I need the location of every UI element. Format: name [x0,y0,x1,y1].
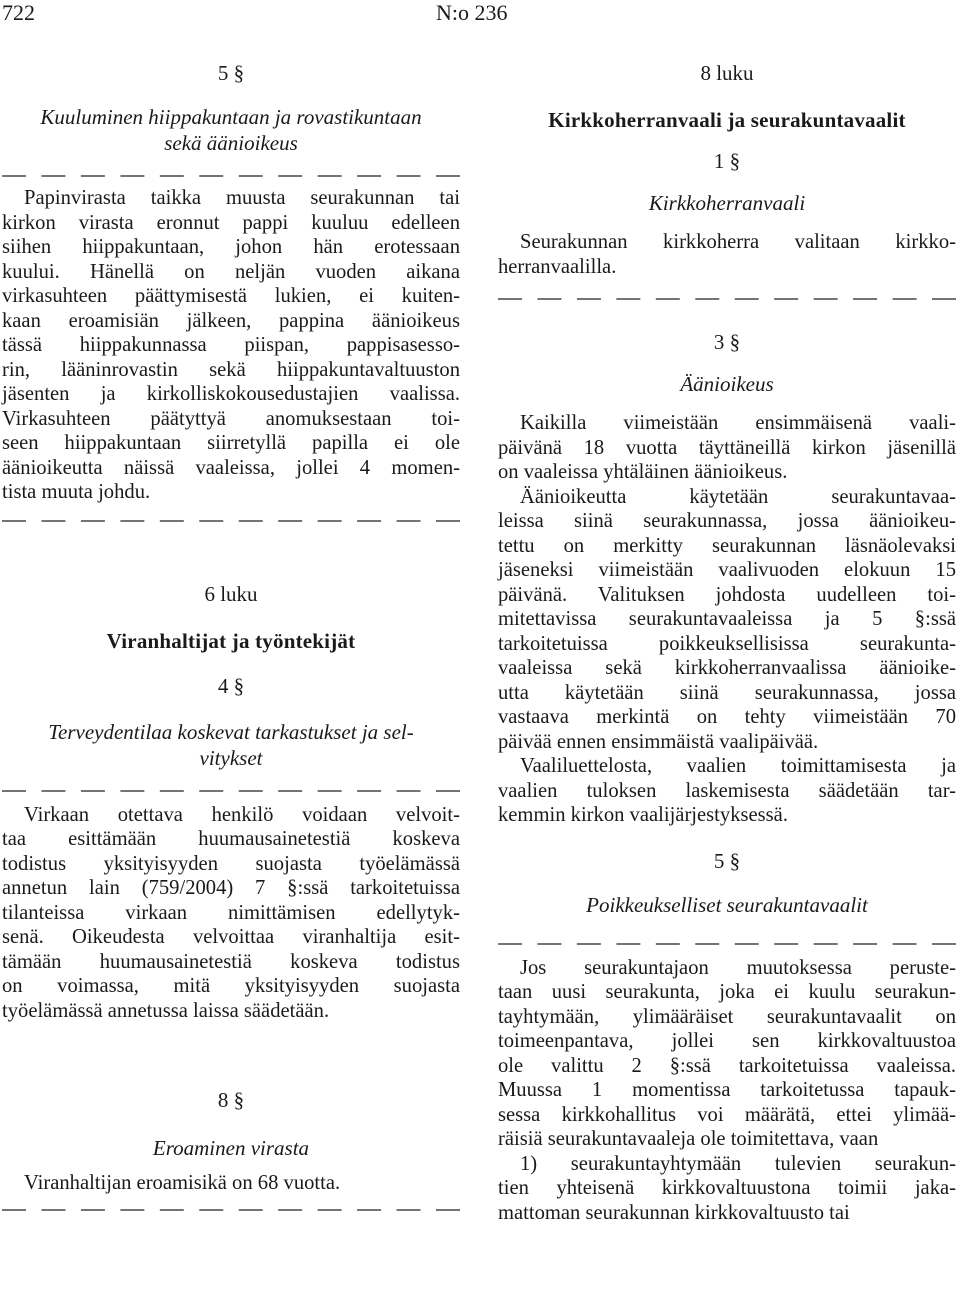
text-line: työelämässä annetussa laissa säädetään. [2,999,330,1022]
text-line: Äänioikeutta käytetään seurakuntavaa- [520,485,956,508]
section-number: 1 § [713,149,741,173]
section-number: 5 § [713,848,741,873]
paragraph [498,230,956,279]
omission-dashes [2,1196,460,1220]
section-title: Kirkkoherranvaali [648,191,806,215]
paragraph [2,803,460,1024]
text-line: utta käytetään siinä seurakunnassa, jossa [498,681,956,704]
text-line: seen hiippakuntaan siirretyllä papilla ei ole [2,432,460,454]
text-line: Virkaan otettava henkilö voidaan velvoit- [24,803,460,826]
text-line: herranvaalilla. [498,255,617,278]
text-line: mitettavissa seurakuntavaaleissa ja 5 §:ssä [498,608,956,630]
text-line: Vaaliluettelosta, vaalien toimittamisesta ja [520,755,956,777]
text-line: siihen hiippakuntaan, johon hän erotessaan [2,236,460,258]
text-line: toimeenpantava, jollei sen kirkkovaltuustoa [498,1030,956,1052]
section-number: 4 § [217,673,245,698]
text-line: tässä hiippakunnassa piispan, pappisasesso- [2,334,460,356]
text-line: päivänä 18 vuotta täyttäneillä kirkon jäsenillä [498,436,956,459]
section-title: Äänioikeus [680,372,774,396]
paragraph: Viranhaltijan eroamisikä on 68 vuotta. [24,1172,341,1194]
text-line: tien yhteisenä kirkkovaltuustona toimii jaka- [498,1177,956,1199]
text-line: leissa siinä seurakunnassa, jossa äänioikeu- [498,510,956,532]
text-line: tämään huumausainetestiä koskeva todistus [2,950,460,973]
section-title: Kuuluminen hiippakuntaan ja rovastikuntaan [40,105,422,129]
section-title: vitykset [199,745,263,770]
chapter-label: 6 luku [204,581,258,606]
text-line: Seurakunnan kirkkoherra valitaan kirkko- [520,231,956,253]
section-title: Terveydentilaa koskevat tarkastukset ja sel- [48,719,414,744]
page-number: 722 [2,0,35,25]
text-line: Papinvirasta taikka muusta seurakunnan tai [24,187,460,209]
text-line: räisiä seurakuntavaaleja ole toimitettava, vaan [498,1128,879,1150]
text-line: vastaava merkintä on tehty viimeistään 70 [498,706,956,728]
text-line: virkasuhteen päättymisestä lukien, ei kuiten- [2,285,460,307]
text-line: ole valittu 2 §:ssä tarkoitetuissa vaaleissa. [498,1054,956,1077]
text-line: on voimassa, mitä yksityisyyden suojasta [2,975,460,997]
text-line: kemmin kirkon vaalijärjestyksessä. [498,804,788,826]
text-line: jäseneksi viimeistään vaalivuoden elokuun 15 [498,559,956,581]
text-line: vaalien tuloksen laskemisesta säädetään tar- [498,779,956,802]
chapter-title: Viranhaltijat ja työntekijät [106,628,356,653]
text-line: äänioikeutta näissä vaaleissa, jollei 4 momen- [2,456,460,479]
text-line: tilanteissa virkaan nimittämisen edellytyk- [2,901,460,924]
omission-dashes [498,285,956,309]
omission-dashes [2,777,460,801]
omission-dashes [2,162,460,186]
text-line: taa esittämään huumausainetestiä koskeva [2,828,460,850]
section-title: Poikkeukselliset seurakuntavaalit [586,892,868,917]
page-header [0,0,960,32]
text-line: tarkoitetuissa poikkeuksellisissa seurakunta- [498,632,956,655]
left-column [2,56,460,1220]
text-line: sessa kirkkohallitus voi määrätä, ettei ylimää- [498,1103,956,1126]
text-line: kaan eroamisiän jälkeen, pappina äänioikeus [2,309,460,332]
section-number: 3 § [713,330,741,354]
text-line: Jos seurakuntajaon muutoksessa peruste- [520,956,956,979]
paragraph [498,754,956,828]
chapter-title: Kirkkoherranvaali ja seurakuntavaalit [548,108,906,132]
paragraph [498,485,956,755]
issue-number: N:o 236 [436,0,508,25]
section-title: sekä äänioikeus [164,131,298,155]
text-line: kirkon virasta eronnut pappi kuuluu edelleen [2,211,460,234]
text-line: päivää ennen ensimmäistä vaalipäivää. [498,730,819,753]
text-line: mattoman seurakunnan kirkkovaltuusto tai [498,1201,850,1224]
text-line: tettu on merkitty seurakunnan läsnäolevaksi [498,534,956,557]
omission-dashes [2,507,460,531]
text-line: vaaleissa sekä kirkkoherranvaalissa äänioike- [498,657,956,679]
text-line: tayhtymään, ylimääräiset seurakuntavaalit on [498,1005,956,1028]
text-line: jäsenten ja kirkolliskokousedustajien vaalissa. [2,383,460,405]
right-column [498,56,956,1225]
text-line: tista muuta johdu. [2,481,151,503]
text-line: todistus yksityisyyden suojasta työelämässä [2,852,460,875]
text-line: päivänä. Valituksen johdosta uudelleen toi- [498,583,956,606]
text-line: on vaaleissa yhtäläinen äänioikeus. [498,461,788,483]
section-title: Eroaminen virasta [152,1136,310,1160]
text-line: rin, lääninrovastin sekä hiippakuntavaltuuston [2,358,460,381]
section-number: 5 § [217,61,245,85]
paragraph [498,1152,956,1226]
text-line: annetun lain (759/2004) 7 §:ssä tarkoitetuissa [2,877,460,899]
chapter-label: 8 luku [700,61,754,85]
text-line: senä. Oikeudesta velvoittaa viranhaltija esit- [2,926,460,948]
text-line: kuului. Hänellä on neljän vuoden aikana [2,260,460,283]
paragraph [2,186,460,505]
text-line: 1) seurakuntayhtymään tulevien seurakun- [520,1152,956,1175]
text-line: Kaikilla viimeistään ensimmäisenä vaali- [520,412,956,434]
paragraph [498,956,956,1152]
text-line: Muussa 1 momentissa tarkoitetussa tapauk- [498,1079,956,1101]
text-line: taan uusi seurakunta, joka ei kuulu seurakun- [498,981,956,1003]
section-number: 8 § [217,1088,245,1112]
omission-dashes [498,930,956,954]
text-line: Virkasuhteen päätyttyä anomuksestaan toi- [2,407,460,430]
paragraph [498,411,956,485]
